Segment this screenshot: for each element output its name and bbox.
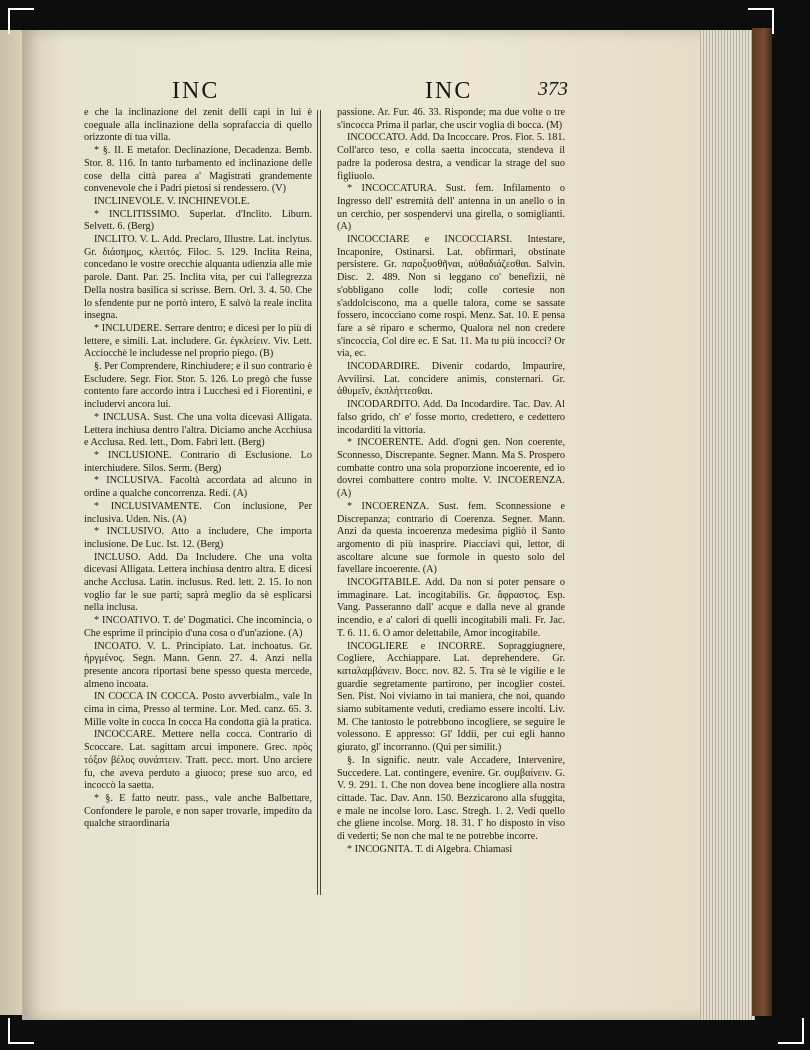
dictionary-entry: * INCLITISSIMO. Superlat. d'Inclito. Liburn. Selvett. 6. (Berg) <box>84 208 312 233</box>
dictionary-entry: INCLUSO. Add. Da Includere. Che una volta dicevasi Alligata. Lettera inchiusa dentro altra. E dicesi anche Acclusa. Latin. inclusus. Red. lett. 2. 15. Io non voglio far le sue parti; saprà meglio da sè esplicarsi nella inclusa. <box>84 551 312 614</box>
dictionary-entry: * §. E fatto neutr. pass., vale anche Balbettare, Confondere le parole, e non saper trovarle, impedito da qualche straordinaria <box>84 792 312 830</box>
dictionary-entry: INCOATO. V. L. Principiato. Lat. inchoatus. Gr. ἠργμένος. Segn. Mann. Genn. 27. 4. Anzi nella presente ancora riportasi bene spesso questa mercede, almeno incoata. <box>84 640 312 690</box>
dictionary-entry: INCLITO. V. L. Add. Preclaro, Illustre. Lat. inclytus. Gr. διάσημος, κλειτός. Filoc. 5. 129. Inclita Reina, concedano le vostre orecchie alquanta udienzia alle mie parole. Dant. Par. 25. Inclita vita, per cui l'allegrezza Della nostra basilica si scrisse. Bern. Orl. 3. 4. 50. Che lo sfendente pur ne portò intero, E salvò la reale inclita insegna. <box>84 234 312 322</box>
corner-mark-bottom-right <box>778 1018 804 1044</box>
dictionary-entry: IN COCCA IN COCCA. Posto avverbialm., vale In cima in cima, Presso al termine. Lor. Med. canz. 65. 3. Mille volte in cocca In cocca Ha condotta già la pratica. <box>84 691 312 728</box>
page-number: 373 <box>538 78 568 100</box>
column-rule <box>320 110 321 895</box>
dictionary-entry: * INCOGNITA. T. di Algebra. Chiamasi <box>347 843 513 855</box>
column-rule <box>317 110 318 895</box>
dictionary-entry: * INCOCCATURA. Sust. fem. Infilamento o Ingresso dell' estremità dell' antenna in un anello o in un cerchio, per sospendervi una girella, o somiglianti. (A) <box>337 183 565 233</box>
dictionary-entry: * §. II. E metafor. Declinazione, Decadenza. Bemb. Stor. 8. 116. In tanto turbamento ed inclinazione delle cose della città parea a' Magistrati grandemente convenevole che i Padri pietosi si rendessero. (V) <box>84 145 312 195</box>
left-text-column <box>84 107 312 831</box>
dictionary-entry: passione. Ar. Fur. 46. 33. Risponde; ma due volte o tre s'incocca Prima il parlar, che uscir voglia di bocca. (M) <box>337 107 565 131</box>
dictionary-entry: INCOCCATO. Add. Da Incoccare. Pros. Fior. 5. 181. Coll'arco teso, e colla saetta incoccata, stendeva il padre la poderosa destra, a vendicar la strage del suo figliuolo. <box>337 132 565 182</box>
left-running-head: INC <box>172 78 220 104</box>
dictionary-entry: INCOCCIARE e INCOCCIARSI. Intestare, Incaponire, Ostinarsi. Lat. obfirmari, obstinate persistere. Gr. παροξυσθῆναι, αὐθαδιάζεσθαι. Salvin. Disc. 2. 489. Non si leggano co' benefizii, nè s'obbligano colle lodi; colle cortesie non s'addolciscono, ma a quelle talora, come se sassate fossero, incocciano come rospi. Menz. Sat. 10. E pensa fare a sè riparo e schermo, Qualora nel non credere s'incoccia, Col dire ec. E Sat. 11. Ma tu più incocci? Or via, ec. <box>337 234 565 360</box>
dictionary-entry: * INCLUSIVA. Facoltà accordata ad alcuno in ordine a qualche concorrenza. Redi. (A) <box>84 475 312 500</box>
right-text-column <box>337 107 565 856</box>
book-cover-edge <box>752 28 772 1016</box>
dictionary-entry: * INCLUSIVO. Atto a includere, Che importa inclusione. De Luc. Ist. 12. (Berg) <box>84 526 312 550</box>
dictionary-entry: §. Per Comprendere, Rinchiudere; e il suo contrario è Escludere. Segr. Fior. Stor. 5. 126. Lo pregò che fusse contento fare accordo intra i Lucchesi ed i Fiorentini, e includervi ancora lui. <box>84 361 312 411</box>
corner-mark-top-left <box>8 8 34 34</box>
corner-mark-bottom-left <box>8 1018 34 1044</box>
dictionary-entry: * INCLUSIONE. Contrario di Esclusione. Lo interchiudere. Silos. Serm. (Berg) <box>84 449 312 474</box>
dictionary-entry: INCODARDIRE. Divenir codardo, Impaurire, Avvilirsi. Lat. concidere animis, consternari. Gr. ἀθυμεῖν, ἐκπλήττεσθαι. <box>337 361 565 398</box>
dictionary-entry: INCOGITABILE. Add. Da non si poter pensare o immaginare. Lat. incogitabilis. Gr. ἄφραστος. Esp. Vang. Passeranno dall' acque e dalla neve al grande incendio, e a' calori di quelli incogitabili mali. Fr. Jac. T. 6. 11. 6. O amor delettabile, Amor incogitabile. <box>337 577 565 639</box>
dictionary-entry: INCLINEVOLE. V. INCHINEVOLE. <box>94 195 250 207</box>
dictionary-entry: §. In signific. neutr. vale Accadere, Intervenire, Succedere. Lat. contingere, evenire. Gr. συμβαίνειν. G. V. 9. 291. 1. Che non dovea bene incogliere alla nostra cittade. Tac. Dav. Ann. 150. Bezzicarono alla sfuggita, e male ne incolse loro. Lasc. Stregh. 1. 2. Vedi quello che gliene incolse. Morg. 18. 31. I' ho disposto in viso di vederti; Se non che mal te ne potrebbe incorre. <box>337 754 565 843</box>
dictionary-entry: * INCOERENTE. Add. d'ogni gen. Non coerente, Sconnesso, Discrepante. Segner. Mann. Ma S. Prospero combatte contro una sola proporzione incoerente, ed io dovrei combattere contro molte. V. INCOERENZA. (A) <box>337 437 565 500</box>
dictionary-entry: * INCLUSA. Sust. Che una volta dicevasi Alligata. Lettera inchiusa dentro l'altra. Diciamo anche Acchiusa e Acclusa. Red. lett., Dom. Fabri lett. (Berg) <box>84 411 312 449</box>
dictionary-entry: * INCLUSIVAMENTE. Con inclusione, Per inclusiva. Uden. Nis. (A) <box>84 500 312 525</box>
right-running-head: INC <box>425 78 473 104</box>
dictionary-entry: e che la inclinazione del zenit delli capi in lui è coeguale alla inclinazione della soprafaccia di quello orizzonte di tua villa. <box>84 107 312 144</box>
corner-mark-top-right <box>748 8 774 34</box>
dictionary-entry: INCOGLIERE e INCORRE. Sopraggiugnere, Cogliere, Acchiappare. Lat. deprehendere. Gr. καταλαμβάνειν. Bocc. nov. 82. 5. Tra sè le vigilie e le guardie segretamente partirono, per incoglier costei. Sen. Pist. Noi viviamo in tai maniera, che noi, quando siamo subitamente veduti, crediamo essere incolti. Liv. M. Che tantosto le potrebbono incogliere, se seguire le volessono. E appresso: Gl' Iddii, per cui egli hanno giurato, gl' incorranno. (Qui per similit.) <box>337 640 565 754</box>
dictionary-entry: * INCLUDERE. Serrare dentro; e dicesi per lo più di lettere, e simili. Lat. includere. Gr. ἐγκλείειν. Viv. Lett. Acciocchè le includesse nel proprio piego. (B) <box>84 322 312 360</box>
dictionary-entry: INCODARDITO. Add. Da Incodardire. Tac. Dav. Al falso grido, ch' e' fosse morto, credettero, e cedettero incodarditi la vittoria. <box>337 399 565 436</box>
dictionary-entry: INCOCCARE. Mettere nella cocca. Contrario di Scoccare. Lat. sagittam arcui imponere. Grec. πρὸς τόξον βέλος συνάπτειν. Tratt. pecc. mort. Uno arciere fu, che aveva perduto a giuoco; prese suo arco, ed incoccò la saetta. <box>84 729 312 792</box>
dictionary-entry: * INCOERENZA. Sust. fem. Sconnessione e Discrepanza; contrario di Coerenza. Segner. Mann. Anzi da questa incoerenza medesima pigliò il Santo argomento di più inasprire. Piacciavi qui, lettor, di ascoltare alcune sue formole in questo solo del favellare incoerente. (A) <box>337 500 565 576</box>
dictionary-entry: * INCOATIVO. T. de' Dogmatici. Che incomincia, o Che esprime il principio d'una cosa o d'un'azione. (A) <box>84 615 312 639</box>
page-edges <box>700 30 755 1020</box>
